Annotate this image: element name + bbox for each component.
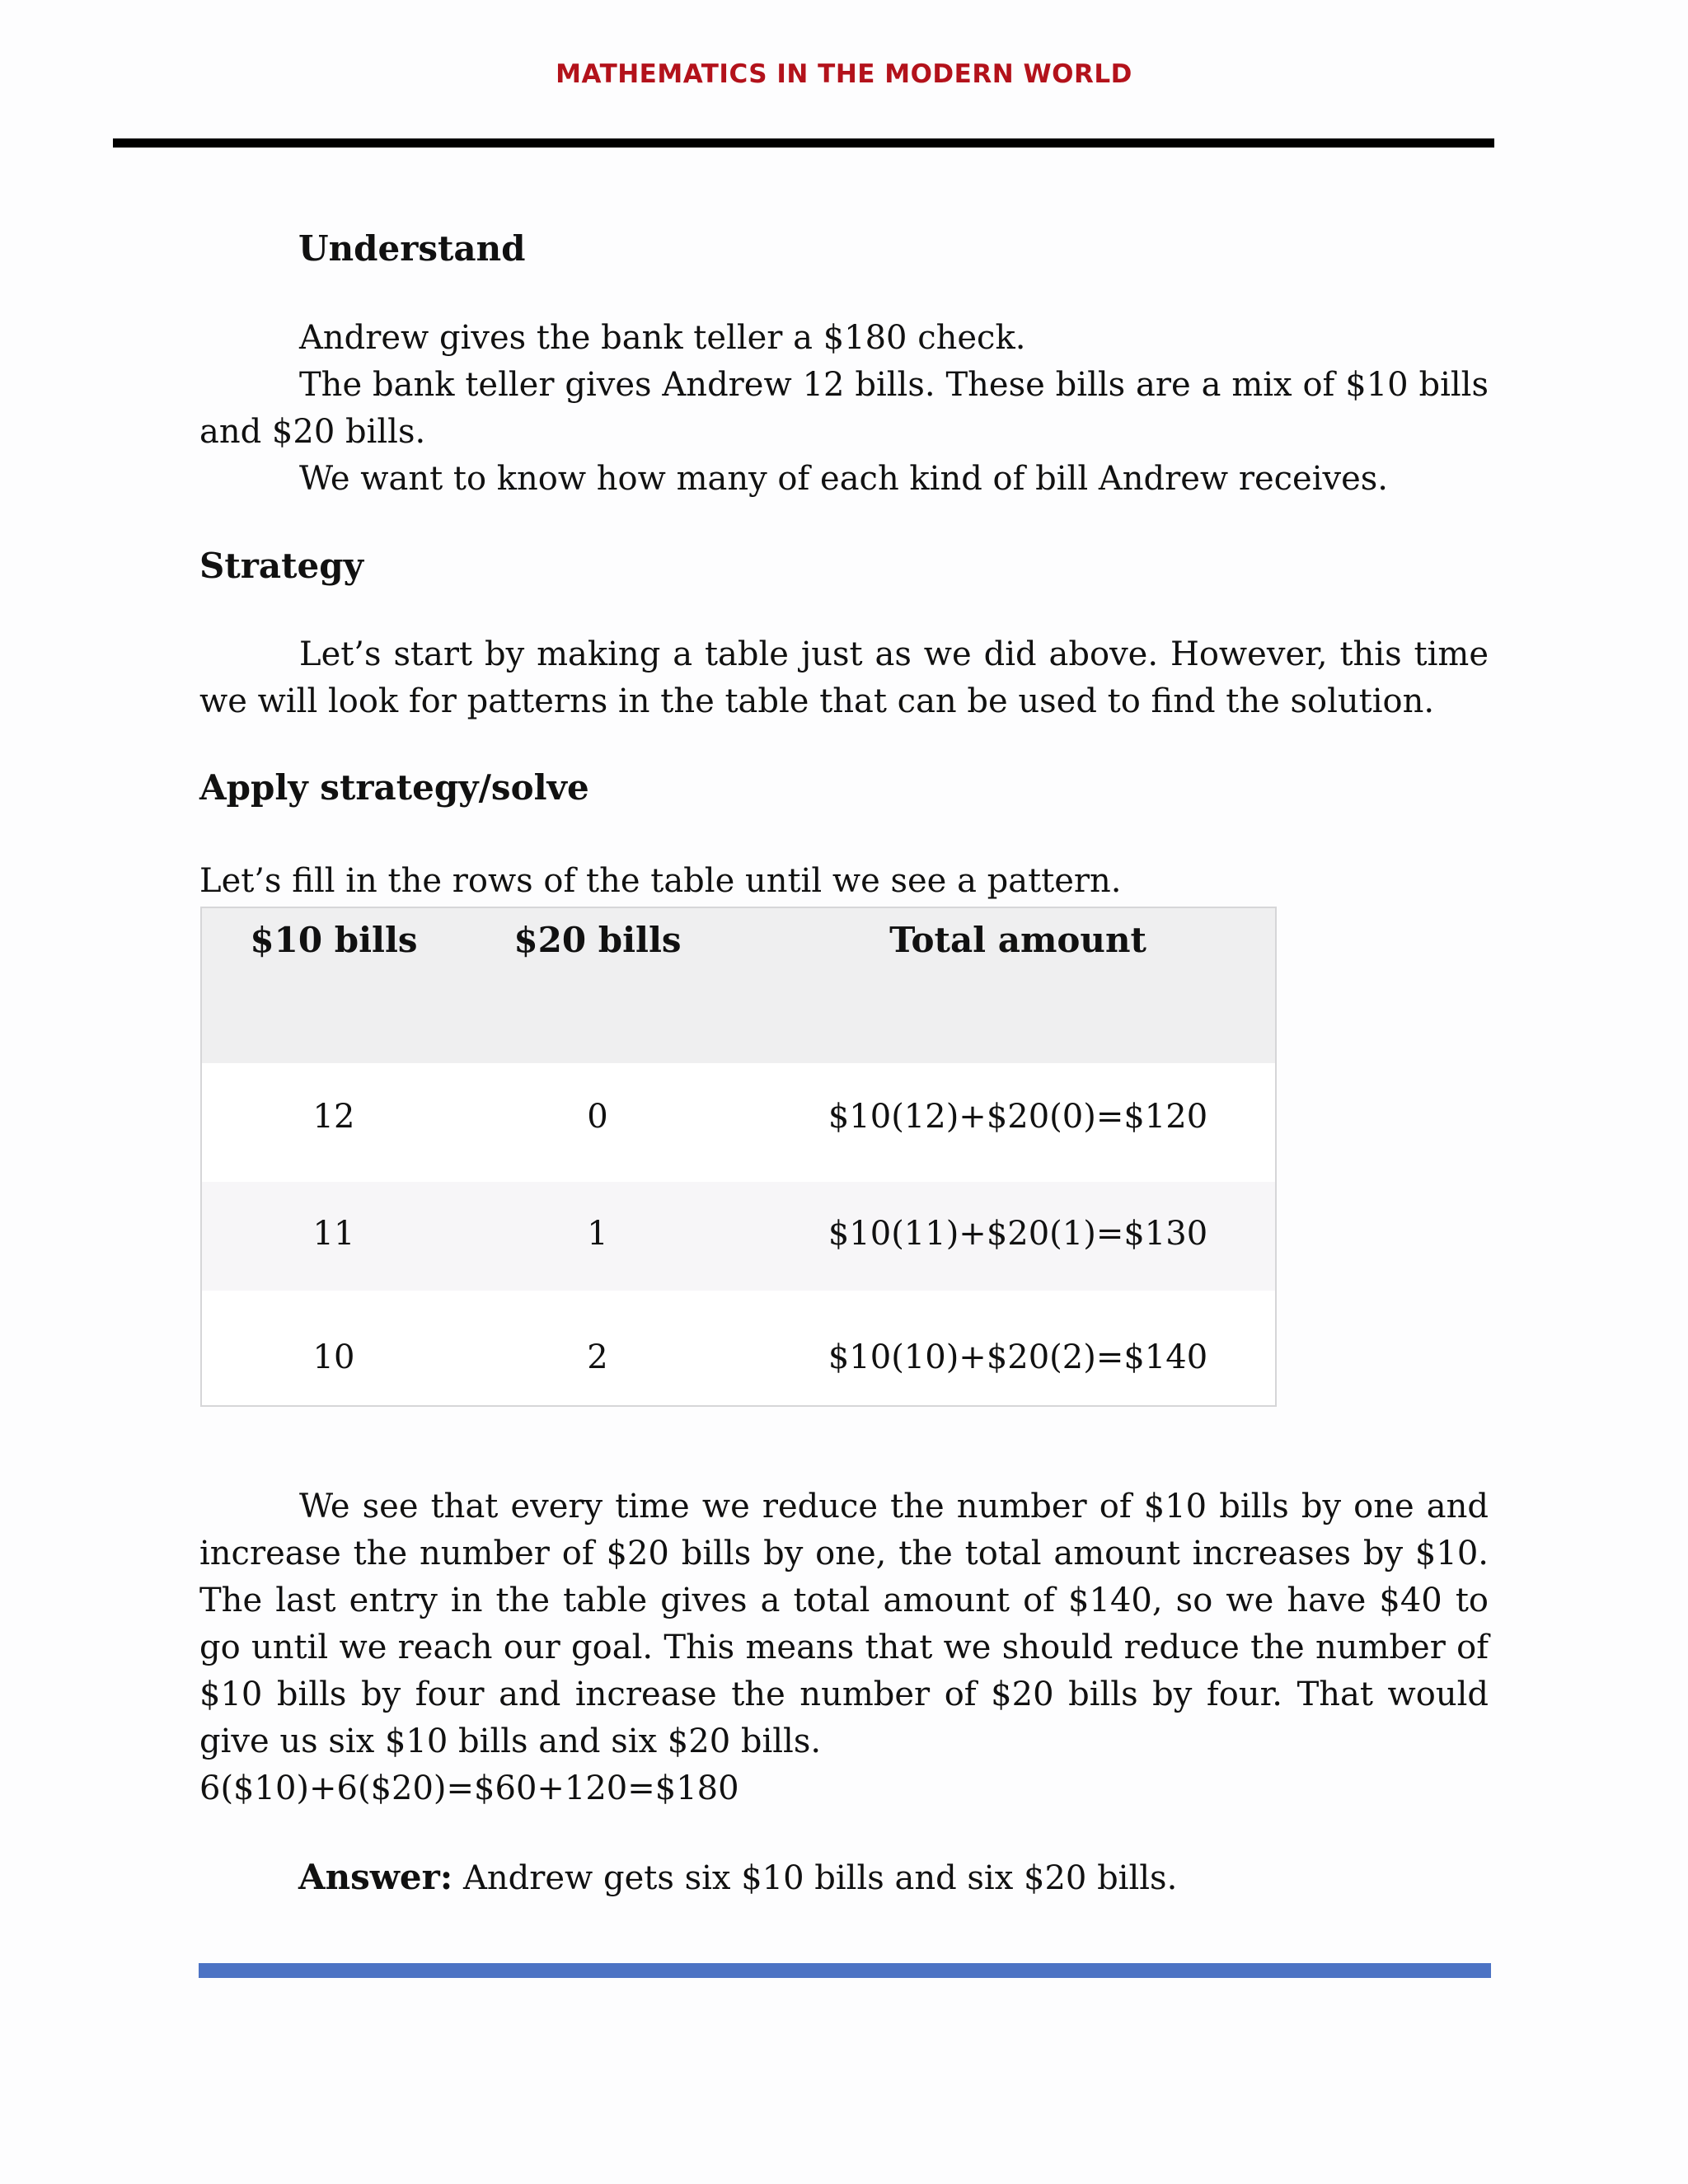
table-header-total-amount: Total amount [889, 920, 1146, 960]
section-heading-understand: Understand [298, 228, 526, 269]
table-header-ten-bills: $10 bills [250, 920, 418, 960]
table-cell-twenty-bills: 2 [587, 1338, 608, 1376]
table-cell-ten-bills: 10 [312, 1338, 355, 1376]
understand-line-3: We want to know how many of each kind of bill Andrew receives. [299, 460, 1389, 498]
table-row [202, 1291, 1275, 1405]
understand-line-1: Andrew gives the bank teller a $180 check. [299, 319, 1026, 357]
footer-rule [199, 1963, 1491, 1978]
table-header-row [202, 908, 1275, 1063]
section-heading-strategy: Strategy [199, 546, 363, 586]
table-cell-total-amount: $10(10)+$20(2)=$140 [828, 1338, 1208, 1376]
section-heading-apply: Apply strategy/solve [199, 767, 589, 808]
header-rule [113, 138, 1494, 148]
strategy-paragraph: Let’s start by making a table just as we did above. However, this time we will look for patterns in the table that can be used to find the solution. [199, 635, 1489, 720]
table-header-twenty-bills: $20 bills [513, 920, 682, 960]
conclusion-paragraph: We see that every time we reduce the number of $10 bills by one and increase the number of $20 bills by one, the total amount increases by $10. The last entry in the table gives a total amount of $140, so we have $40 to go until we reach our goal. This means that we should reduce the number of $10 bills by four and increase the number of $20 bills by four. That would give us six $10 bills and six $20 bills. [199, 1488, 1489, 1760]
table-cell-total-amount: $10(11)+$20(1)=$130 [828, 1215, 1208, 1253]
equation: 6($10)+6($20)=$60+120=$180 [199, 1769, 739, 1807]
conclusion-text [199, 1483, 1489, 1812]
table-row [202, 1182, 1275, 1291]
understand-text [199, 315, 1489, 503]
answer-text: Andrew gets six $10 bills and six $20 bills. [463, 1859, 1178, 1897]
strategy-text [199, 631, 1489, 725]
table-cell-twenty-bills: 0 [587, 1098, 608, 1136]
table-cell-ten-bills: 11 [312, 1215, 355, 1253]
answer-line [298, 1854, 1485, 1902]
table-cell-twenty-bills: 1 [587, 1215, 608, 1253]
table-cell-total-amount: $10(12)+$20(0)=$120 [828, 1098, 1208, 1136]
answer-label: Answer: [298, 1857, 453, 1897]
table-row [202, 1063, 1275, 1182]
table-cell-ten-bills: 12 [312, 1098, 355, 1136]
bills-table [200, 907, 1277, 1407]
page-header: MATHEMATICS IN THE MODERN WORLD [556, 59, 1132, 89]
understand-line-2: The bank teller gives Andrew 12 bills. These bills are a mix of $10 bills and $20 bills. [199, 366, 1489, 451]
apply-intro: Let’s fill in the rows of the table until we see a pattern. [199, 862, 1122, 900]
